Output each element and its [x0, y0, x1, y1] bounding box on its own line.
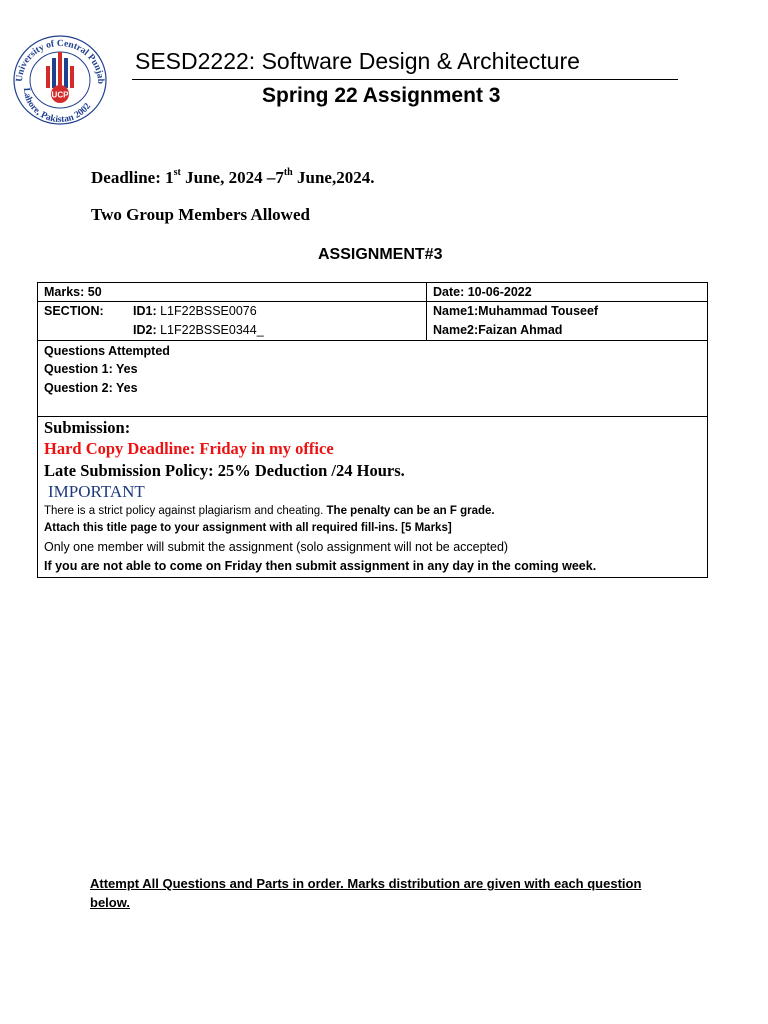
late-submission-policy: Late Submission Policy: 25% Deduction /24 Hours.	[44, 461, 405, 480]
important-label: IMPORTANT	[48, 482, 145, 501]
plagiarism-policy: There is a strict policy against plagiarism and cheating. The penalty can be an F grade.	[44, 505, 495, 517]
section-label: SECTION:	[44, 304, 104, 318]
questions-heading: Questions Attempted	[44, 344, 170, 358]
name1-cell: Name1:Muhammad Touseef	[433, 304, 599, 318]
id1-cell: ID1: L1F22BSSE0076	[133, 304, 257, 318]
date-cell: Date: 10-06-2022	[433, 285, 532, 299]
info-row-marks	[37, 282, 427, 302]
logo-ring-top-text: University of Central Punjab	[14, 38, 106, 85]
university-logo	[8, 30, 112, 126]
submission-box	[37, 416, 708, 578]
info-row-section	[37, 301, 427, 341]
deadline-line: Deadline: 1st June, 2024 –7th June,2024.	[91, 167, 375, 187]
hard-copy-deadline: Hard Copy Deadline: Friday in my office	[44, 439, 334, 458]
one-member-note: Only one member will submit the assignment (solo assignment will not be accepted)	[44, 540, 509, 554]
friday-note: If you are not able to come on Friday then submit assignment in any day in the coming week.	[44, 559, 597, 573]
marks-cell: Marks: 50	[44, 285, 102, 299]
question-1-status: Question 1: Yes	[44, 362, 138, 376]
questions-box	[37, 340, 708, 417]
header-divider	[132, 79, 678, 80]
attach-title-page-note: Attach this title page to your assignment with all required fill-ins. [5 Marks]	[44, 522, 452, 534]
course-title: SESD2222: Software Design & Architecture	[135, 48, 580, 74]
logo-emblem-text: UCP	[51, 90, 69, 100]
name2-cell: Name2:Faizan Ahmad	[433, 323, 563, 337]
question-2-status: Question 2: Yes	[44, 381, 138, 395]
id2-cell: ID2: L1F22BSSE0344_	[133, 323, 264, 337]
assignment-heading: ASSIGNMENT#3	[318, 246, 443, 263]
assignment-title: Spring 22 Assignment 3	[262, 84, 501, 107]
footer-instruction: Attempt All Questions and Parts in order. Marks distribution are given with each question below.	[90, 876, 642, 910]
info-row-date	[426, 282, 708, 302]
submission-heading: Submission:	[44, 418, 131, 437]
group-members-note: Two Group Members Allowed	[91, 205, 310, 224]
info-row-names	[426, 301, 708, 341]
logo-ring-bottom-text: Lahore, Pakistan 2002	[20, 87, 94, 126]
